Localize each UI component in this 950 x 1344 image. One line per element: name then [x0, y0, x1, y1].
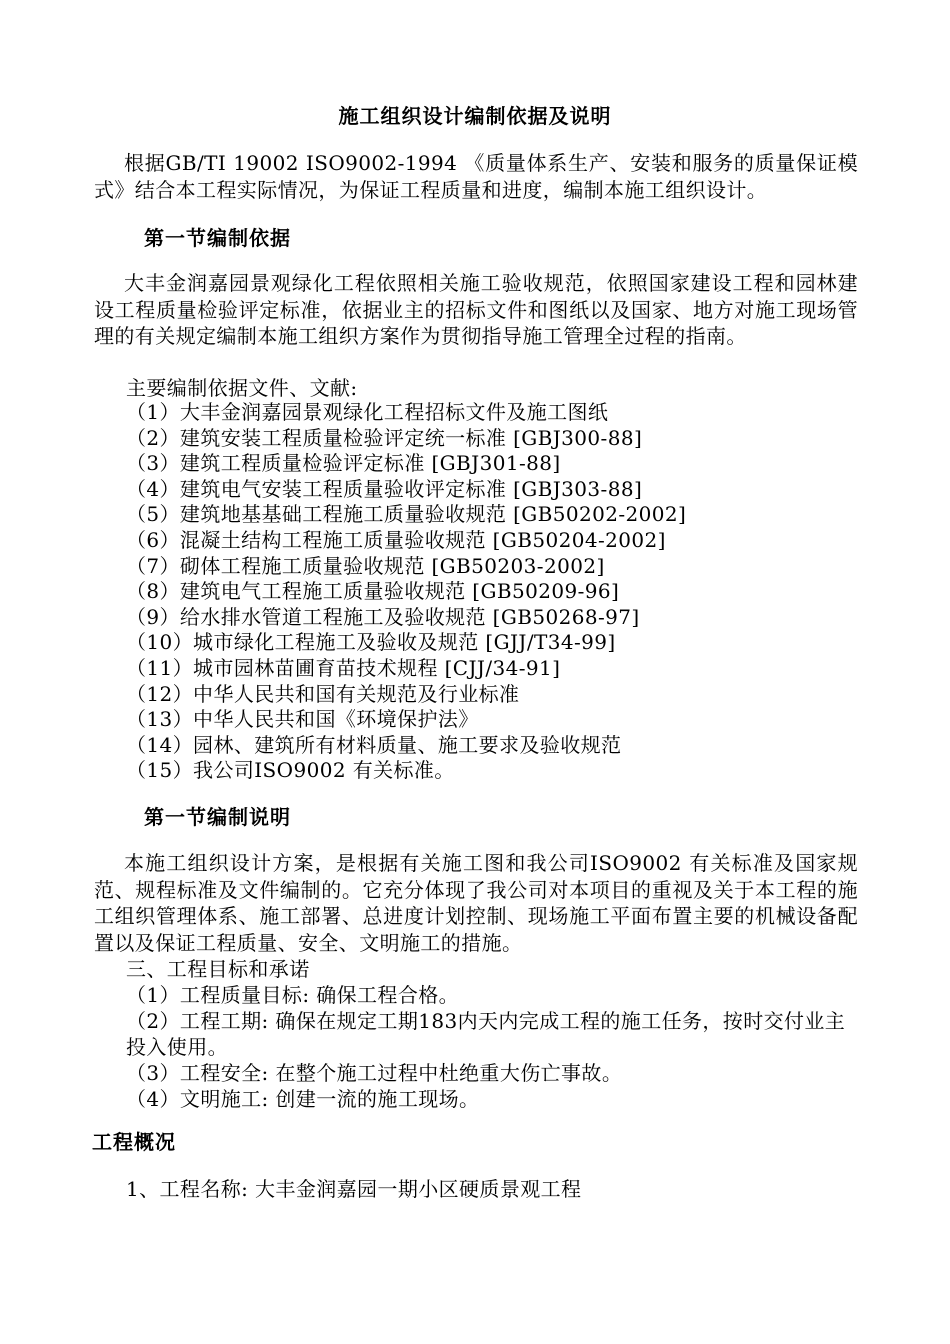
overview-item: 1、工程名称: 大丰金润嘉园一期小区硬质景观工程 — [126, 1177, 582, 1201]
basis-list — [126, 400, 866, 784]
list-item: （14）园林、建筑所有材料质量、施工要求及验收规范 — [126, 732, 622, 757]
section1-paragraph: 大丰金润嘉园景观绿化工程依照相关施工验收规范，依照国家建设工程和园林建设工程质量检验评定标准，依据业主的招标文件和图纸以及国家、地方对施工现场管理的有关规定编制本施工组织方案作为贯彻指导施工管理全过程的指南。 — [94, 271, 858, 348]
list-item: （3）建筑工程质量检验评定标准 [GBJ301-88] — [126, 451, 561, 476]
list-item: （5）建筑地基基础工程施工质量验收规范 [GB50202-2002] — [126, 502, 687, 527]
goals-list — [126, 982, 858, 1112]
list-item: （13）中华人民共和国《环境保护法》 — [126, 707, 479, 732]
list-item: （8）建筑电气工程施工质量验收规范 [GB50209-96] — [126, 579, 620, 604]
list-item: （1）工程质量目标: 确保工程合格。 — [126, 983, 460, 1007]
basis-list-label: 主要编制依据文件、文献: — [126, 376, 358, 400]
list-item: （2）工程工期: 确保在规定工期183内天内完成工程的施工任务，按时交付业主投入使用。 — [126, 1009, 846, 1059]
section2-paragraph: 本施工组织设计方案，是根据有关施工图和我公司ISO9002 有关标准及国家规范、规程标准及文件编制的。它充分体现了我公司对本项目的重视及关于本工程的施工组织管理体系、施工部署、总进度计划控制、现场施工平面布置主要的机械设备配置以及保证工程质量、安全、文明施工的措施。 — [94, 851, 858, 955]
list-item: （2）建筑安装工程质量检验评定统一标准 [GBJ300-88] — [126, 425, 643, 450]
list-item: （15）我公司ISO9002 有关标准。 — [126, 758, 455, 783]
list-item: （6）混凝土结构工程施工质量验收规范 [GB50204-2002] — [126, 527, 666, 552]
section2-heading: 第一节编制说明 — [144, 805, 291, 829]
list-item: （12）中华人民共和国有关规范及行业标准 — [126, 681, 520, 706]
list-item: （4）建筑电气安装工程质量验收评定标准 [GBJ303-88] — [126, 476, 643, 501]
list-item: （11）城市园林苗圃育苗技术规程 [CJJ/34-91] — [126, 655, 561, 680]
list-item: （1）大丰金润嘉园景观绿化工程招标文件及施工图纸 — [126, 400, 609, 424]
section1-heading: 第一节编制依据 — [144, 226, 291, 250]
intro-paragraph: 根据GB/TI 19002 ISO9002-1994 《质量体系生产、安装和服务的质量保证模式》结合本工程实际情况，为保证工程质量和进度，编制本施工组织设计。 — [94, 151, 858, 202]
list-item: （10）城市绿化工程施工及验收及规范 [GJJ/T34-99] — [126, 630, 616, 655]
list-item: （3）工程安全: 在整个施工过程中杜绝重大伤亡事故。 — [126, 1061, 623, 1085]
document-title: 施工组织设计编制依据及说明 — [338, 104, 612, 128]
list-item: （9）给水排水管道工程施工及验收规范 [GB50268-97] — [126, 604, 640, 629]
overview-heading: 工程概况 — [92, 1130, 176, 1154]
list-item: （4）文明施工: 创建一流的施工现场。 — [126, 1087, 480, 1111]
goals-heading: 三、工程目标和承诺 — [126, 957, 310, 981]
list-item: （7）砌体工程施工质量验收规范 [GB50203-2002] — [126, 553, 605, 578]
